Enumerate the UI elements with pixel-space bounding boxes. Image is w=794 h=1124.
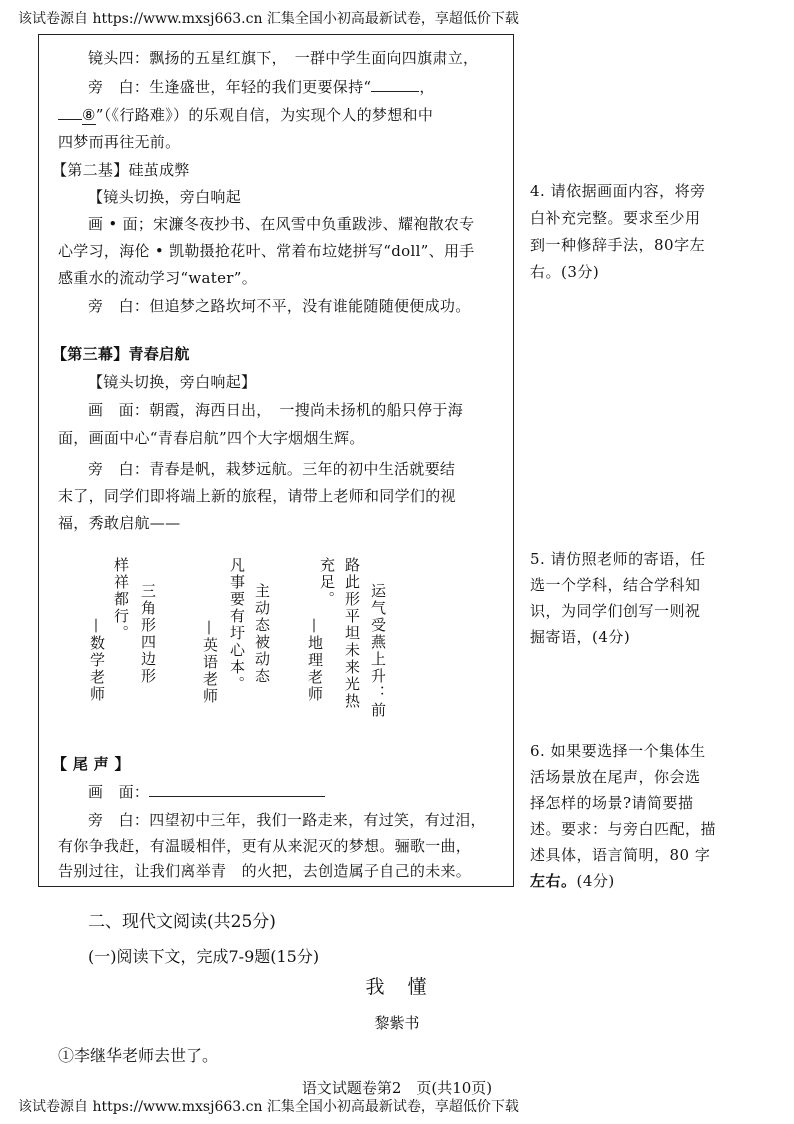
article-paragraph-1: ①李继华老师去世了。: [58, 1046, 219, 1065]
act3-narration-line2: 末了，同学们即将端上新的旅程，请带上老师和同学们的视: [58, 487, 456, 505]
act2-scene-line2: 心学习，海伦 • 凯勒摄抢花叶、常着布垃姥拼写“doll”、用手: [58, 242, 475, 260]
epilogue-scene: 画 面：: [88, 781, 325, 802]
question-6-line1: 6. 如果要选择一个集体生: [530, 742, 706, 760]
question-6-line2: 活场景放在尾声，你会选: [530, 768, 701, 786]
epilogue-scene-blank: [149, 796, 325, 797]
question-6-line4: 述。要求：与旁白匹配，描: [530, 820, 717, 838]
blank-7: [371, 91, 419, 92]
act3-scene-line1: 画 面：朝霞，海西日出， 一搜尚未扬机的船只停于海: [88, 401, 464, 419]
question-4-line2: 白补充完整。要求至少用: [530, 209, 701, 227]
act3-cue: 【镜头切换，旁白响起】: [88, 373, 257, 391]
scene4-shot: 镜头四：飘扬的五星红旗下， 一群中学生面向四旗肃立，: [88, 49, 479, 67]
act3-scene-line2: 面，画面中心“青春启航”四个大字烟烟生辉。: [58, 429, 365, 447]
math-blessing-col2: 三角形四边形: [139, 583, 157, 685]
math-teacher-signature: —数学老师: [88, 618, 106, 703]
page-number: 语文试题卷第2 页(共10页): [301, 1079, 493, 1097]
act2-title: 【第二基】硅茧成弊: [52, 161, 190, 179]
english-teacher-signature: —英语老师: [201, 620, 219, 705]
geography-blessing-col2: 路此形平坦未来光热: [343, 557, 361, 710]
geography-blessing-col1: 充足。: [318, 557, 336, 608]
question-4-line3: 到一种修辞手法，80字左: [530, 236, 706, 254]
question-6-line3: 择怎样的场景?请简要描: [530, 794, 694, 812]
epilogue-narration-line2: 有你争我赶，有温暖相伴，更有从来泥灭的梦想。骊歌一曲，: [58, 837, 472, 855]
act2-scene-line1: 画 • 面；宋濂冬夜抄书、在风雪中负重跋涉、耀袍散农专: [88, 215, 475, 233]
question-5-line4: 掘寄语，(4分): [530, 628, 631, 646]
question-5-line3: 识，为同学们创写一则祝: [530, 602, 701, 620]
geography-blessing-col3: 运气受燕上升：前: [369, 583, 387, 719]
question-6-line5: 述具体，语言简明，80 字: [530, 846, 711, 864]
geography-teacher-signature: —地理老师: [306, 618, 324, 703]
source-banner-bottom: 该试卷源自 https://www.mxsj663.cn 汇集全国小初高最新试卷，享超低价下载: [18, 1099, 519, 1115]
question-5-line1: 5. 请仿照老师的寄语，任: [530, 550, 706, 568]
question-5-line2: 选一个学科，结合学科知: [530, 576, 701, 594]
math-blessing-col1: 样祥都行。: [112, 557, 130, 642]
question-4-line4: 右。(3分): [530, 263, 600, 281]
act2-scene-line3: 感重水的流动学习“water”。: [58, 269, 257, 287]
english-blessing-col1: 凡事要有圩心本。: [228, 557, 246, 693]
article-title: 我 懂: [365, 976, 429, 998]
source-banner-top: 该试卷源自 https://www.mxsj663.cn 汇集全国小初高最新试卷，享超低价下载: [18, 11, 519, 27]
section-subheading: (一)阅读下文，完成7-9题(15分): [88, 947, 320, 966]
act3-title: 【第三幕】青春启航: [52, 345, 190, 363]
epilogue-narration-line1: 旁 白：四望初中三年，我们一路走来，有过笑，有过泪，: [88, 811, 486, 829]
question-6-line6: 左右。(4分): [530, 872, 615, 890]
scene4-narration-line2: ⑧”（《行路难》）的乐观自信，为实现个人的梦想和中: [58, 104, 433, 125]
act2-narration: 旁 白：但追梦之路坎坷不平，没有谁能随随便便成功。: [88, 297, 471, 315]
question-4-line1: 4. 请依据画面内容，将旁: [530, 182, 706, 200]
scene4-narration-line3: 四梦而再往无前。: [58, 133, 181, 151]
blank-8-lead: [58, 119, 82, 120]
scene4-narration-line1: 旁 白：生逢盛世，年轻的我们更要保持“ ，: [88, 78, 435, 96]
act3-narration-line3: 福，秀敢启航——: [58, 514, 181, 532]
article-author: 黎紫书: [374, 1014, 420, 1032]
act3-narration-line1: 旁 白：青春是帆，栽梦远航。三年的初中生活就要结: [88, 460, 456, 478]
epilogue-narration-line3: 告别过往，让我们离举青 的火把，去创造属子自己的未来。: [58, 862, 472, 880]
act2-cue: 【镜头切换，旁白响起: [88, 188, 242, 206]
section-heading: 二、现代文阅读(共25分): [88, 912, 276, 932]
epilogue-title: 【 尾 声 】: [52, 755, 130, 773]
blank-8-num: ⑧: [82, 106, 96, 124]
english-blessing-col2: 主动态被动态: [253, 583, 271, 685]
